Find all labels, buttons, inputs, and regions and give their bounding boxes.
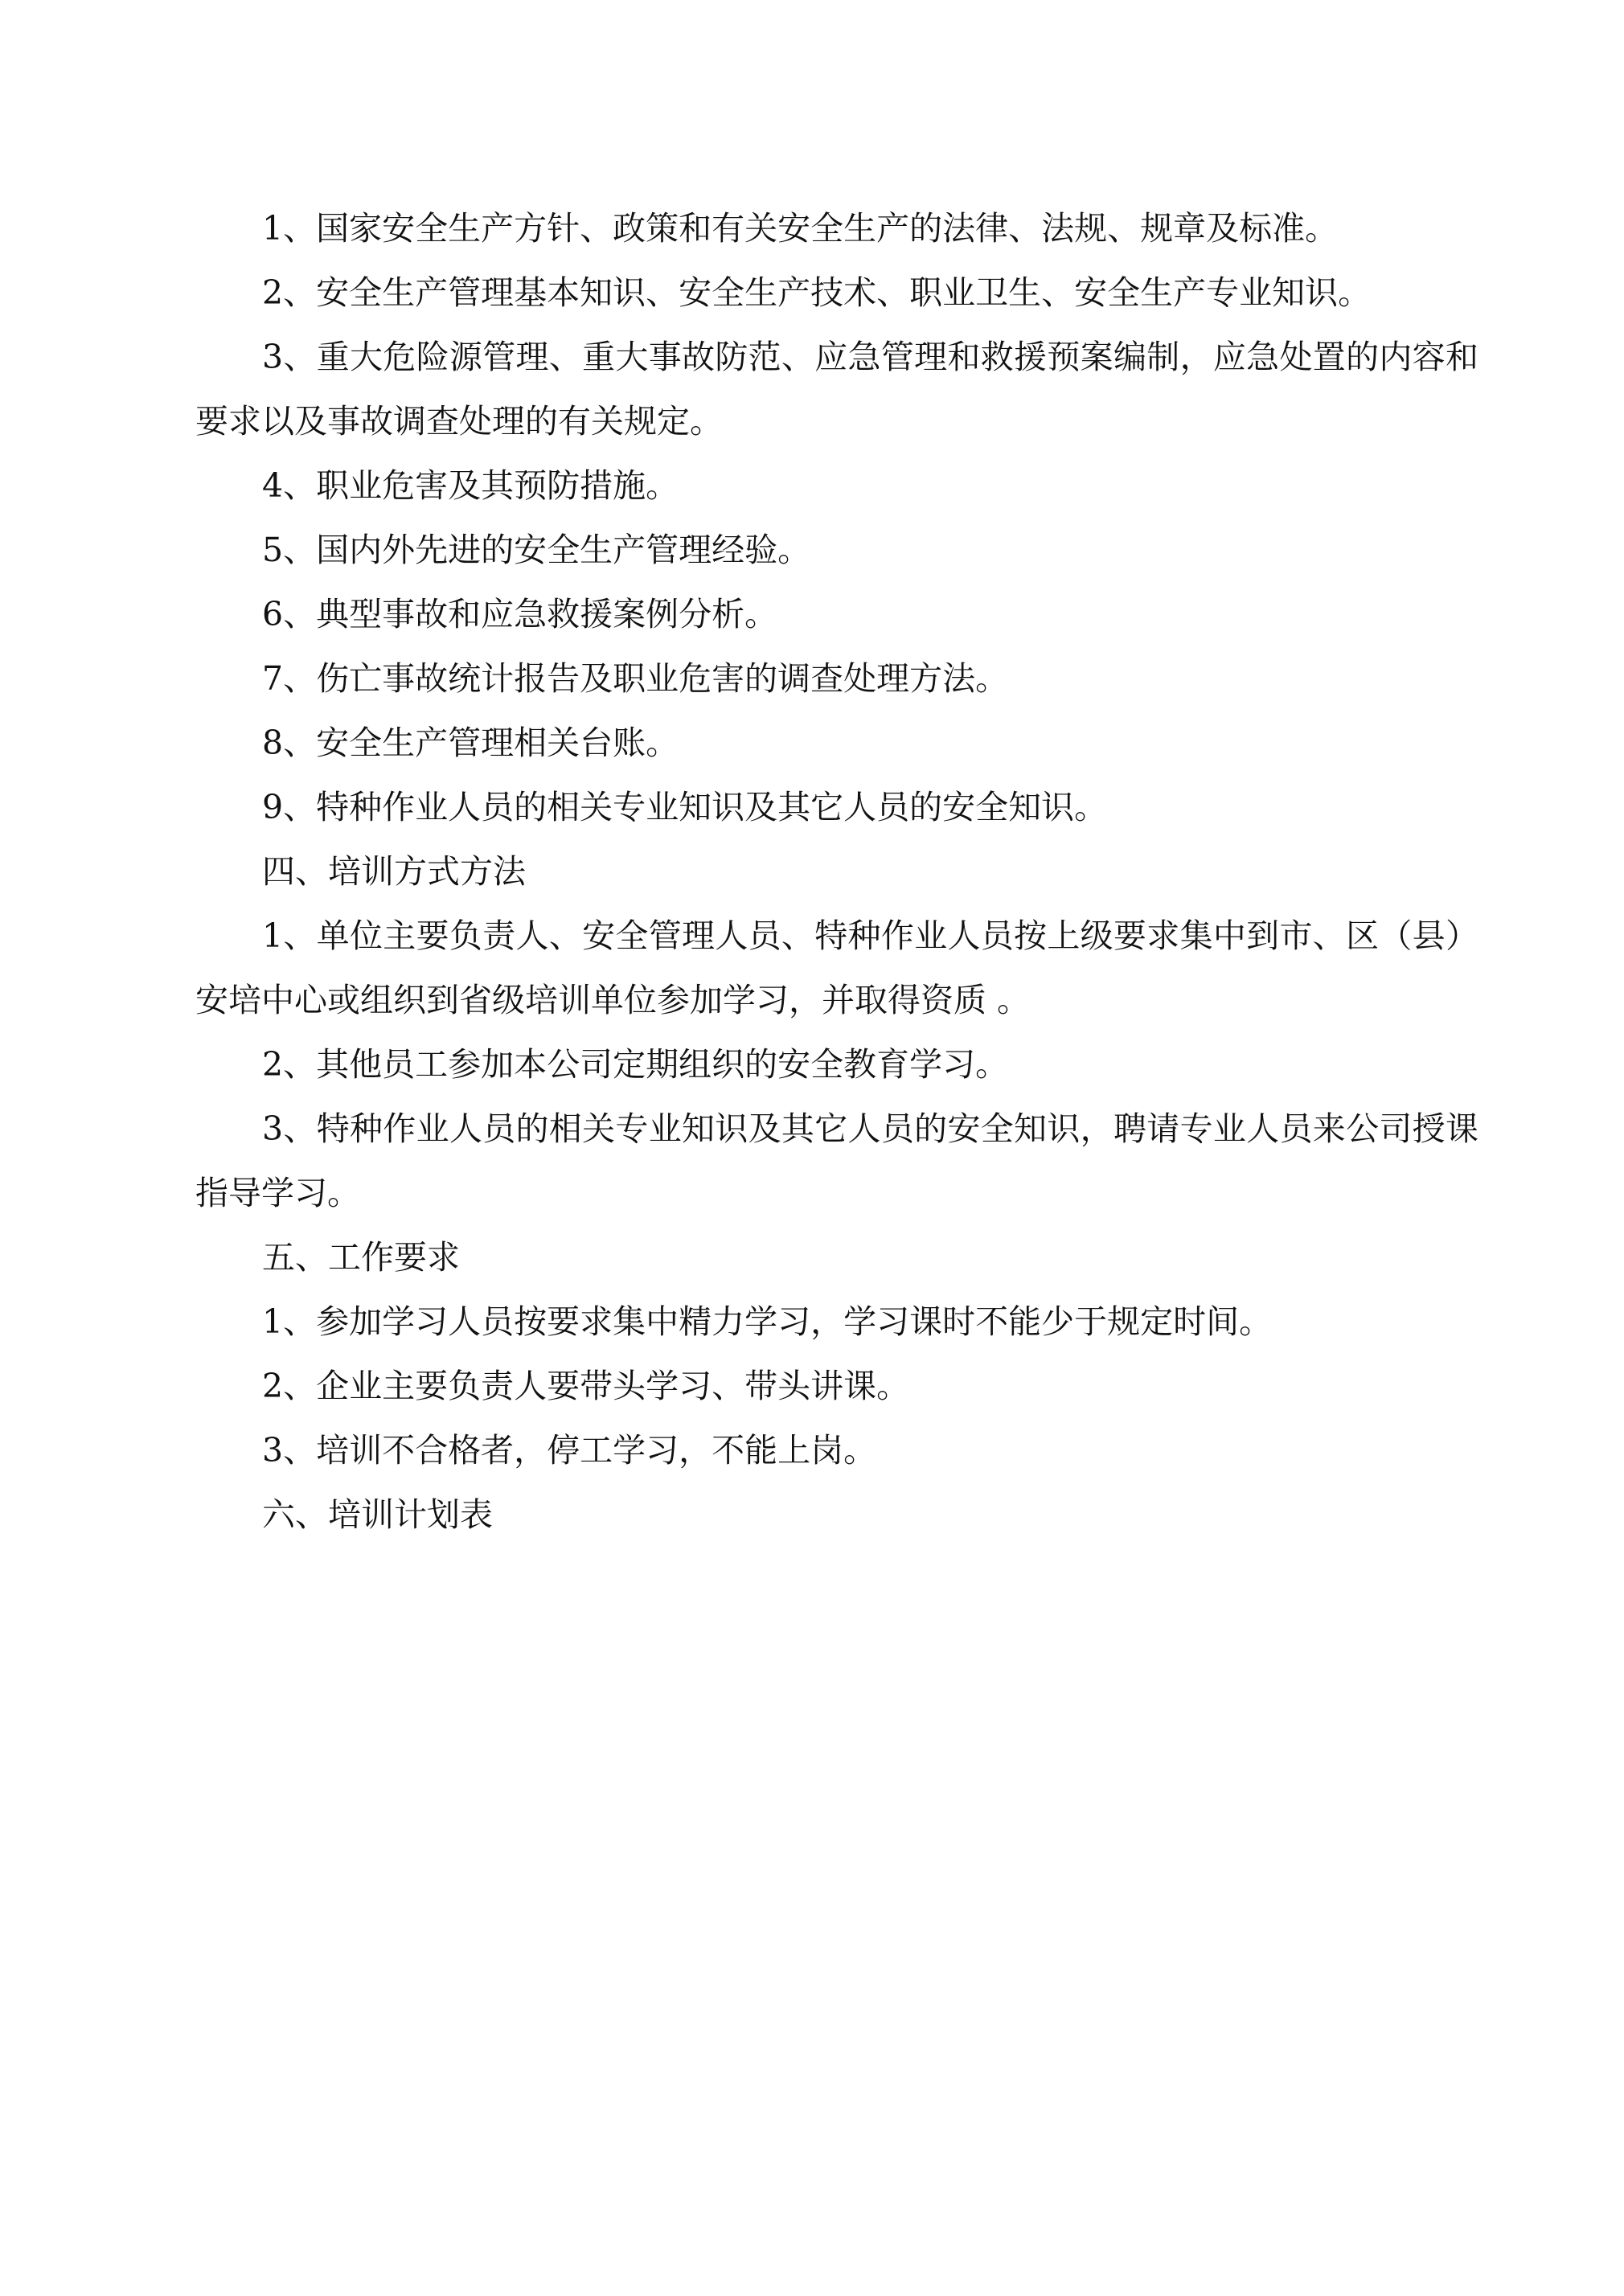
document-body: [195, 196, 1478, 1547]
list-item-content-1: 1、国家安全生产方针、政策和有关安全生产的法律、法规、规章及标准。: [262, 209, 1339, 248]
section-heading-training-methods: 四、培训方式方法: [262, 852, 526, 891]
list-item-requirement-3: 3、培训不合格者，停工学习，不能上岗。: [262, 1431, 877, 1470]
list-item-method-3: 3、特种作业人员的相关专业知识及其它人员的安全知识，聘请专业人员来公司授课指导学习。: [195, 1109, 1478, 1212]
list-item-method-1: 1、单位主要负责人、安全管理人员、特种作业人员按上级要求集中到市、区（县）安培中心或组织到省级培训单位参加学习，并取得资质 。: [195, 916, 1478, 1019]
list-item-requirement-1: 1、参加学习人员按要求集中精力学习，学习课时不能少于规定时间。: [262, 1302, 1273, 1341]
list-item-content-8: 8、安全生产管理相关台账。: [262, 724, 679, 762]
list-item-content-3: 3、重大危险源管理、重大事故防范、应急管理和救援预案编制，应急处置的内容和要求以及事故调查处理的有关规定。: [195, 338, 1478, 441]
list-item-content-9: 9、特种作业人员的相关专业知识及其它人员的安全知识。: [262, 788, 1108, 826]
list-item-method-2: 2、其他员工参加本公司定期组织的安全教育学习。: [262, 1045, 1009, 1084]
list-item-content-6: 6、典型事故和应急救援案例分析。: [262, 595, 778, 633]
list-item-content-2: 2、安全生产管理基本知识、安全生产技术、职业卫生、安全生产专业知识。: [262, 273, 1372, 312]
list-item-requirement-2: 2、企业主要负责人要带头学习、带头讲课。: [262, 1367, 910, 1405]
section-heading-work-requirements: 五、工作要求: [262, 1238, 460, 1277]
section-heading-training-schedule: 六、培训计划表: [262, 1495, 493, 1534]
list-item-content-7: 7、伤亡事故统计报告及职业危害的调查处理方法。: [262, 659, 1009, 698]
list-item-content-4: 4、职业危害及其预防措施。: [262, 466, 679, 505]
list-item-content-5: 5、国内外先进的安全生产管理经验。: [262, 531, 811, 569]
